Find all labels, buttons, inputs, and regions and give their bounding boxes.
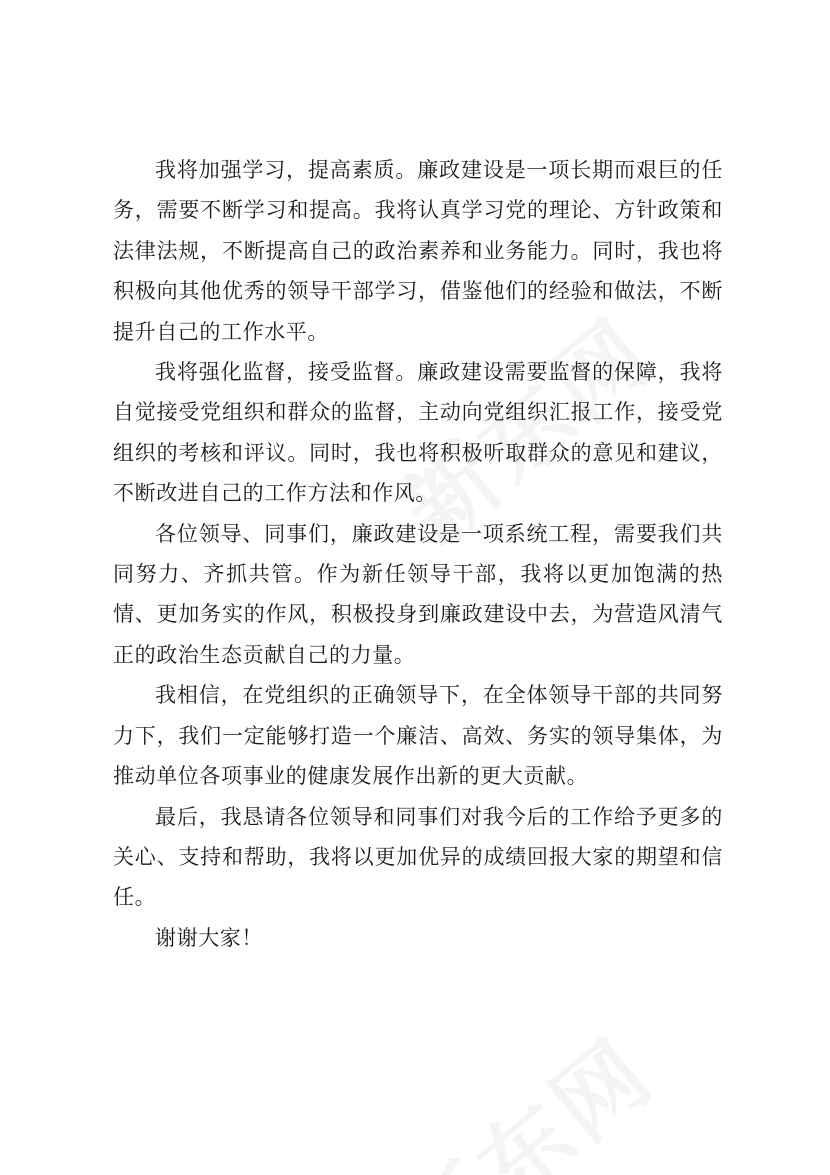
watermark: [372, 1003, 676, 1175]
paragraph-belief: 我相信，在党组织的正确领导下，在全体领导干部的共同努力下，我们一定能够打造一个廉洁、高效、务实的领导集体，为推动单位各项事业的健康发展作出新的更大贡献。: [113, 683, 723, 789]
paragraph-request: 最后，我恳请各位领导和同事们对我今后的工作给予更多的关心、支持和帮助，我将以更加优异的成绩回报大家的期望和信任。: [113, 804, 723, 910]
paragraph-cooperation: 各位领导、同事们，廉政建设是一项系统工程，需要我们共同努力、齐抓共管。作为新任领导干部，我将以更加饱满的热情、更加务实的作风，积极投身到廉政建设中去，为营造风清气正的政治生态贡献自己的力量。: [113, 521, 723, 667]
document-body: [113, 150, 723, 958]
paragraph-supervision: 我将强化监督，接受监督。廉政建设需要监督的保障，我将自觉接受党组织和群众的监督，主动向党组织汇报工作，接受党组织的考核和评议。同时，我也将积极听取群众的意见和建议，不断改进自己的工作方法和作风。: [113, 360, 723, 506]
paragraph-study: 我将加强学习，提高素质。廉政建设是一项长期而艰巨的任务，需要不断学习和提高。我将认真学习党的理论、方针政策和法律法规，不断提高自己的政治素养和业务能力。同时，我也将积极向其他优秀的领导干部学习，借鉴他们的经验和做法，不断提升自己的工作水平。: [113, 158, 723, 344]
paragraph-thanks: 谢谢大家！: [155, 925, 263, 950]
